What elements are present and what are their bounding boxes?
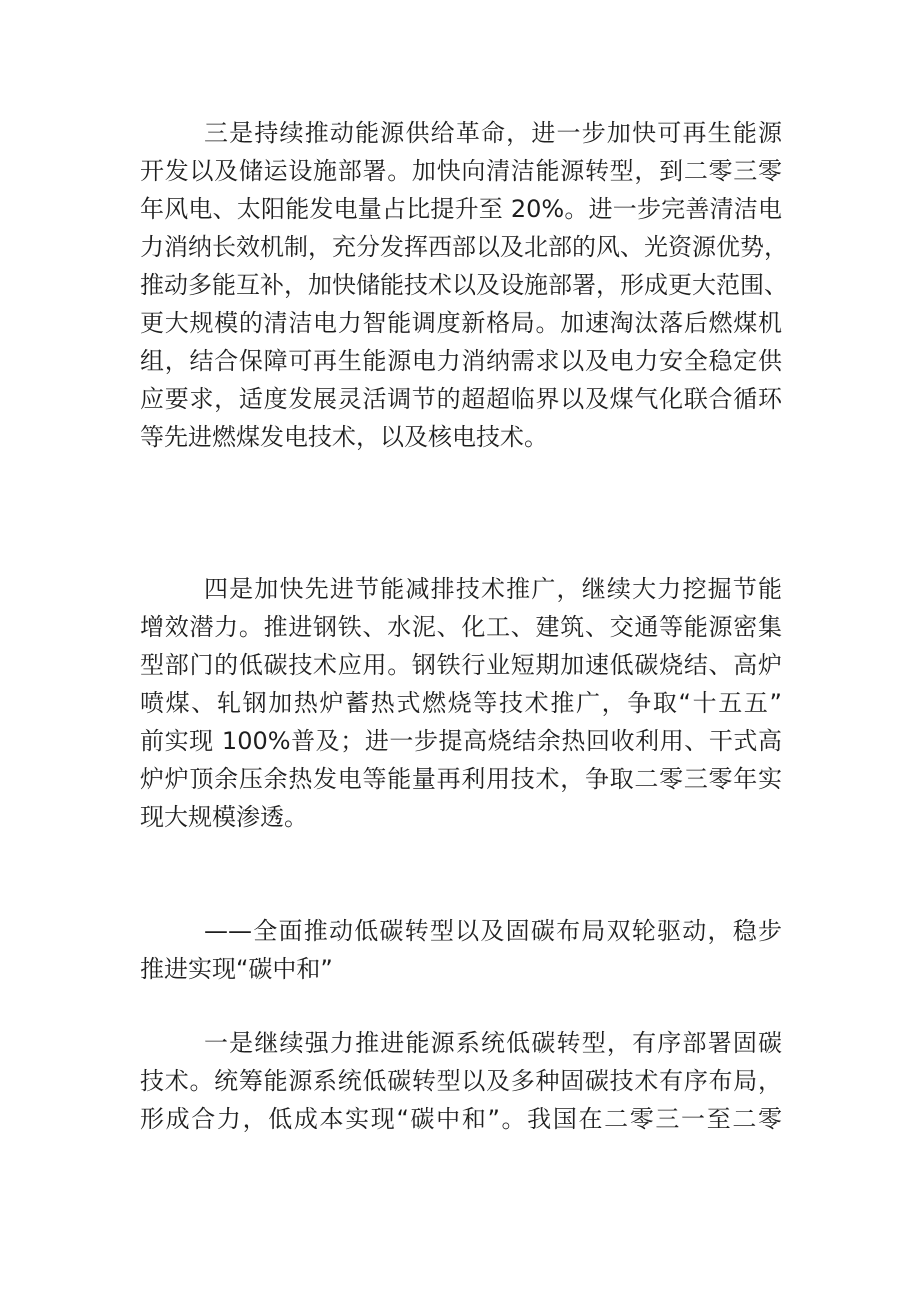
text-line: 年风电、太阳能发电量占比提升至 20%。进一步完善清洁电 (140, 195, 782, 223)
paragraph-low-carbon-transition (140, 1024, 782, 1138)
section-heading-carbon-neutral (140, 912, 782, 988)
text-line: 技术。统筹能源系统低碳转型以及多种固碳技术有序布局， (140, 1067, 782, 1095)
text-line: 形成合力，低成本实现“碳中和”。我国在二零三一至二零 (140, 1105, 782, 1133)
paragraph-energy-saving (140, 570, 782, 836)
paragraph-energy-supply (140, 114, 788, 456)
text-line: 开发以及储运设施部署。加快向清洁能源转型，到二零三零 (140, 157, 782, 185)
text-line: 推动多能互补，加快储能技术以及设施部署，形成更大范围、 (140, 271, 788, 299)
text-line: 增效潜力。推进钢铁、水泥、化工、建筑、交通等能源密集 (140, 613, 782, 641)
text-line: 现大规模渗透。 (140, 803, 308, 831)
text-line: 炉炉顶余压余热发电等能量再利用技术，争取二零三零年实 (140, 765, 782, 793)
text-line: 更大规模的清洁电力智能调度新格局。加速淘汰落后燃煤机 (140, 309, 782, 337)
text-line: 一是继续强力推进能源系统低碳转型，有序部署固碳 (204, 1029, 782, 1057)
text-line: 三是持续推动能源供给革命，进一步加快可再生能源 (204, 119, 782, 147)
text-line: ——全面推动低碳转型以及固碳布局双轮驱动，稳步 (204, 917, 782, 945)
text-line: 组，结合保障可再生能源电力消纳需求以及电力安全稳定供 (140, 347, 782, 375)
text-line: 推进实现“碳中和” (140, 955, 333, 983)
text-line: 喷煤、轧钢加热炉蓄热式燃烧等技术推广，争取“十五五” (140, 689, 782, 717)
text-line: 力消纳长效机制，充分发挥西部以及北部的风、光资源优势， (140, 233, 788, 261)
text-line: 应要求，适度发展灵活调节的超超临界以及煤气化联合循环 (140, 385, 782, 413)
text-line: 四是加快先进节能减排技术推广，继续大力挖掘节能 (204, 575, 782, 603)
text-line: 等先进燃煤发电技术，以及核电技术。 (140, 423, 548, 451)
text-line: 型部门的低碳技术应用。钢铁行业短期加速低碳烧结、高炉 (140, 651, 782, 679)
text-line: 前实现 100%普及；进一步提高烧结余热回收利用、干式高 (140, 727, 782, 755)
